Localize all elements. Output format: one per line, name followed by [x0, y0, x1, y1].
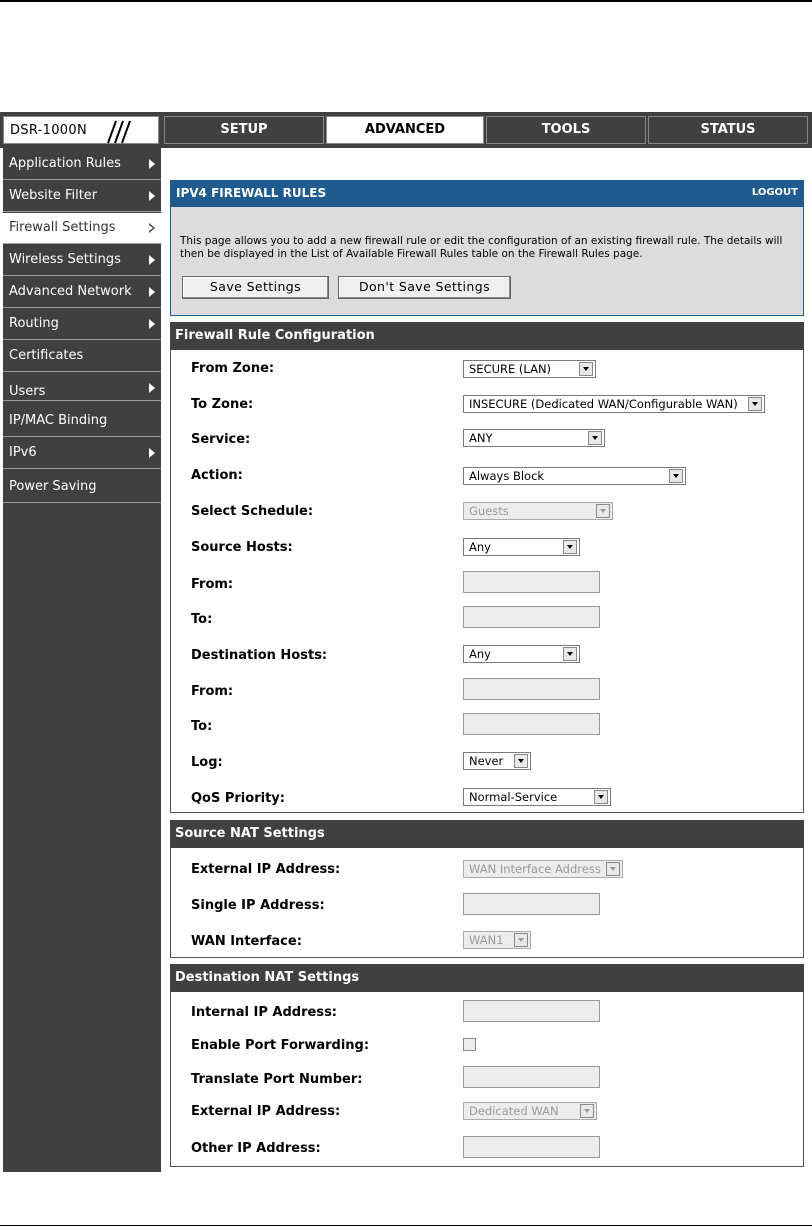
chevron-down-icon — [594, 790, 608, 804]
sidebar-item-label: Routing — [9, 316, 59, 331]
sidebar-item-ip-mac-binding[interactable] — [3, 406, 161, 437]
firewall-rule-config-heading: Firewall Rule Configuration — [170, 322, 804, 350]
schedule-value: Guests — [469, 504, 509, 518]
sidebar-item-users[interactable] — [3, 373, 161, 401]
select-schedule-label: Select Schedule: — [191, 504, 314, 519]
chevron-down-icon — [748, 397, 762, 411]
sidebar-item-label: Certificates — [9, 348, 84, 363]
sidebar-item-application-rules[interactable] — [3, 149, 161, 180]
page-title: IPV4 FIREWALL RULES — [176, 186, 327, 200]
source-hosts-label: Source Hosts: — [191, 540, 293, 555]
qos-priority-label: QoS Priority: — [191, 791, 285, 806]
wan-interface-label: WAN Interface: — [191, 934, 302, 949]
to-zone-value: INSECURE (Dedicated WAN/Configurable WAN) — [469, 397, 738, 411]
dnat-external-ip-select[interactable] — [463, 1102, 597, 1120]
chevron-down-icon — [580, 1104, 594, 1118]
wan-interface-select[interactable] — [463, 931, 531, 949]
brand-box — [3, 116, 159, 144]
port-forwarding-checkbox[interactable] — [463, 1038, 476, 1051]
schedule-select[interactable] — [463, 502, 613, 520]
sidebar-item-routing[interactable] — [3, 309, 161, 340]
destination-hosts-select[interactable] — [463, 645, 580, 663]
sidebar-item-advanced-network[interactable] — [3, 277, 161, 308]
sidebar-item-ipv6[interactable] — [3, 438, 161, 469]
chevron-down-icon — [514, 933, 528, 947]
chevron-right-icon — [149, 287, 155, 297]
internal-ip-input[interactable] — [463, 1000, 600, 1022]
other-ip-input[interactable] — [463, 1136, 600, 1158]
dont-save-settings-button[interactable]: Don't Save Settings — [338, 276, 511, 299]
translate-port-label: Translate Port Number: — [191, 1072, 363, 1087]
source-to-input[interactable] — [463, 606, 600, 628]
chevron-right-icon — [149, 448, 155, 458]
top-navigation-bar — [0, 112, 812, 148]
page-description: This page allows you to add a new firewall rule or edit the configuration of an existing firewall rule. The details will then be displayed in the List of Available Firewall Rules table on the Firewall Rules page. — [180, 235, 783, 260]
source-from-label: From: — [191, 577, 234, 592]
sidebar-item-label: IP/MAC Binding — [9, 413, 108, 428]
destination-hosts-label: Destination Hosts: — [191, 648, 328, 663]
destination-from-input[interactable] — [463, 678, 600, 700]
dnat-external-ip-label: External IP Address: — [191, 1104, 341, 1119]
sidebar-item-label: Firewall Settings — [9, 220, 116, 235]
destination-nat-panel — [170, 992, 804, 1167]
source-hosts-value: Any — [469, 540, 491, 554]
internal-ip-label: Internal IP Address: — [191, 1005, 338, 1020]
sidebar-item-label: Advanced Network — [9, 284, 132, 299]
chevron-down-icon — [514, 754, 528, 768]
chevron-down-icon — [563, 647, 577, 661]
to-zone-select[interactable] — [463, 395, 765, 413]
brand-slashes-logo — [96, 119, 136, 145]
tab-advanced[interactable]: ADVANCED — [326, 116, 484, 144]
log-value: Never — [469, 754, 504, 768]
destination-to-input[interactable] — [463, 713, 600, 735]
single-ip-input[interactable] — [463, 893, 600, 915]
service-label: Service: — [191, 432, 251, 447]
qos-priority-value: Normal-Service — [469, 790, 558, 804]
source-from-input[interactable] — [463, 571, 600, 593]
page-title-bar — [170, 180, 804, 206]
chevron-right-icon — [149, 319, 155, 329]
firewall-rule-config-panel — [170, 350, 804, 813]
source-hosts-select[interactable] — [463, 538, 580, 556]
snat-external-ip-label: External IP Address: — [191, 862, 341, 877]
from-zone-select[interactable] — [463, 360, 596, 378]
log-select[interactable] — [463, 752, 531, 770]
sidebar-item-wireless-settings[interactable] — [3, 245, 161, 276]
sidebar-item-label: Users — [9, 384, 46, 399]
sidebar-item-label: Website Filter — [9, 188, 98, 203]
qos-priority-select[interactable] — [463, 788, 611, 806]
sidebar — [3, 148, 161, 1172]
chevron-down-icon — [563, 540, 577, 554]
page-top-rule — [0, 0, 812, 2]
snat-external-ip-value: WAN Interface Address — [469, 862, 601, 876]
chevron-down-icon — [606, 862, 620, 876]
action-value: Always Block — [469, 469, 545, 483]
chevron-down-icon — [596, 504, 610, 518]
sidebar-item-label: Application Rules — [9, 156, 121, 171]
tab-setup[interactable]: SETUP — [164, 116, 324, 144]
sidebar-item-firewall-settings[interactable] — [3, 213, 161, 244]
device-model: DSR-1000N — [10, 123, 87, 138]
logout-link[interactable]: LOGOUT — [751, 187, 798, 198]
chevron-down-icon — [588, 431, 602, 445]
chevron-right-outline-icon — [149, 223, 155, 233]
sidebar-item-website-filter[interactable] — [3, 181, 161, 212]
port-forwarding-label: Enable Port Forwarding: — [191, 1038, 370, 1053]
destination-from-label: From: — [191, 684, 234, 699]
destination-nat-heading: Destination NAT Settings — [170, 964, 804, 992]
sidebar-item-label: Power Saving — [9, 479, 97, 494]
from-zone-value: SECURE (LAN) — [469, 362, 552, 376]
source-to-label: To: — [191, 612, 213, 627]
service-select[interactable] — [463, 429, 605, 447]
chevron-right-icon — [149, 159, 155, 169]
source-nat-panel — [170, 848, 804, 958]
to-zone-label: To Zone: — [191, 397, 254, 412]
action-label: Action: — [191, 468, 243, 483]
tab-tools[interactable]: TOOLS — [486, 116, 646, 144]
page-bottom-rule — [0, 1225, 812, 1226]
sidebar-item-power-saving[interactable] — [3, 472, 161, 503]
tab-status[interactable]: STATUS — [648, 116, 808, 144]
chevron-right-icon — [149, 191, 155, 201]
sidebar-item-label: Wireless Settings — [9, 252, 121, 267]
chevron-down-icon — [669, 469, 683, 483]
snat-external-ip-select[interactable] — [463, 860, 623, 878]
save-settings-button[interactable]: Save Settings — [182, 276, 329, 299]
chevron-right-icon — [149, 255, 155, 265]
sidebar-item-certificates[interactable] — [3, 341, 161, 372]
destination-hosts-value: Any — [469, 647, 491, 661]
log-label: Log: — [191, 755, 223, 770]
single-ip-label: Single IP Address: — [191, 898, 325, 913]
dnat-external-ip-value: Dedicated WAN — [469, 1104, 559, 1118]
sidebar-item-label: IPv6 — [9, 445, 37, 460]
from-zone-label: From Zone: — [191, 361, 275, 376]
translate-port-input[interactable] — [463, 1066, 600, 1088]
chevron-right-icon — [149, 383, 155, 393]
action-select[interactable] — [463, 467, 686, 485]
intro-panel — [170, 206, 804, 316]
chevron-down-icon — [579, 362, 593, 376]
other-ip-label: Other IP Address: — [191, 1141, 321, 1156]
destination-to-label: To: — [191, 719, 213, 734]
service-value: ANY — [469, 431, 493, 445]
wan-interface-value: WAN1 — [469, 933, 504, 947]
source-nat-heading: Source NAT Settings — [170, 820, 804, 848]
